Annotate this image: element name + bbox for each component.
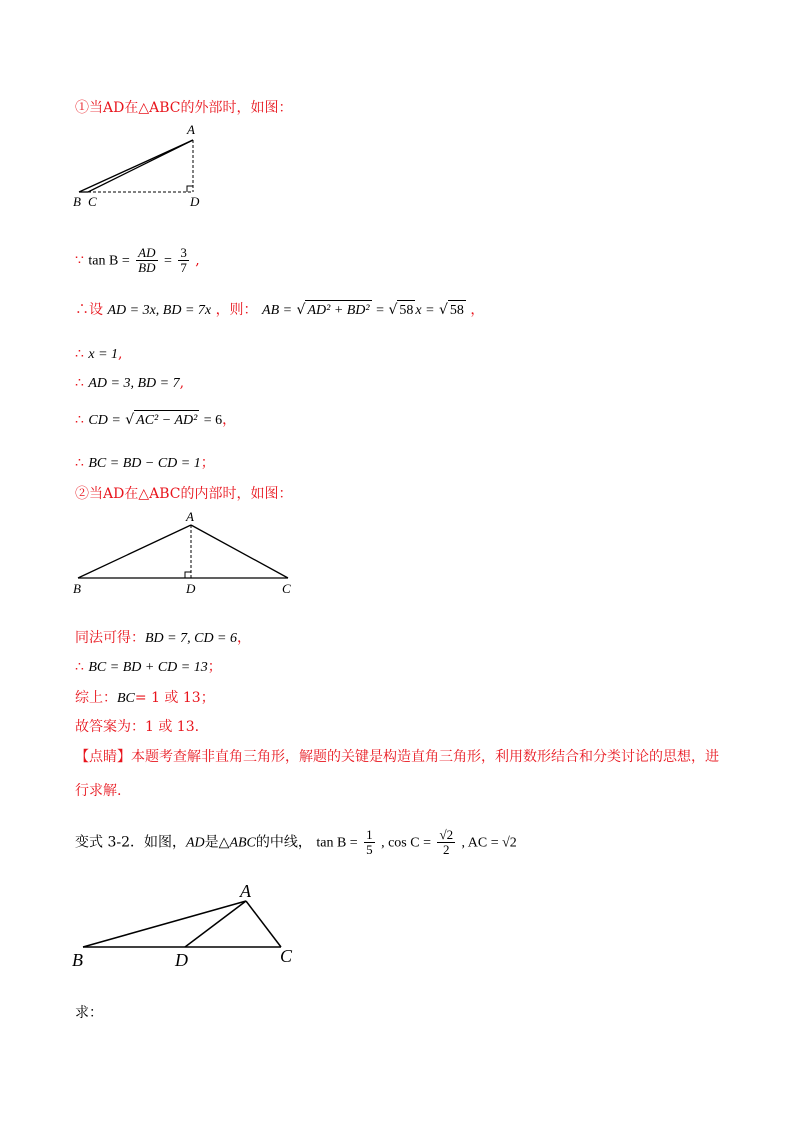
answer-line: 故答案为：1 或 13. <box>75 719 200 735</box>
label-A: A <box>186 509 194 524</box>
ask-line: 求： <box>75 1005 103 1021</box>
figure-case2 <box>70 508 310 600</box>
equation-cd: ∴ CD = √ AC² − AD² = 6， <box>75 410 236 431</box>
case1-heading: ①当AD在△ABC的外部时，如图： <box>75 100 293 116</box>
label-C: C <box>88 194 97 209</box>
variant-problem: 变式 3-2．如图，AD是△ABC的中线， tan B = $\frac{1}{5}$ , cos C = $\frac{√2}{2}$ , AC = √2 <box>75 827 517 857</box>
equation-bc-case1: ∴ BC = BD − CD = 1； <box>75 455 215 471</box>
label-B: B <box>73 194 81 209</box>
label-C: C <box>282 581 291 596</box>
label-D: D <box>190 194 200 209</box>
label-C: C <box>280 946 293 966</box>
label-D: D <box>175 950 188 970</box>
equation-tanB: ∵ tan B = $\frac{AD}{BD}$ = $\frac{3}{7}$ , <box>75 245 200 275</box>
comment-line-1: 【点睛】本题考查解非直角三角形，解题的关键是构造直角三角形，利用数形结合和分类讨论的思想，进 <box>75 749 719 765</box>
summary-line: 综上：BC= 1 或 13； <box>75 690 215 706</box>
label-B: B <box>72 950 83 970</box>
figure-case1 <box>70 120 220 215</box>
label-B: B <box>73 581 81 596</box>
equation-ad-bd: ∴ AD = 3, BD = 7, <box>75 375 185 391</box>
label-A: A <box>240 881 251 901</box>
equation-bc-case2: ∴ BC = BD + CD = 13； <box>75 659 222 675</box>
case2-heading: ②当AD在△ABC的内部时，如图： <box>75 486 293 502</box>
comment-line-2: 行求解. <box>75 783 122 799</box>
equation-same-method: 同法可得：BD = 7, CD = 6， <box>75 630 252 646</box>
figure-variant <box>68 878 308 973</box>
equation-set-variable: ∴设 AD = 3x, BD = 7x ，则： AB = √ AD² + BD² = √ 58 x = √ 58 ， <box>75 300 484 321</box>
label-A: A <box>187 122 195 137</box>
label-D: D <box>186 581 196 596</box>
equation-x: ∴ x = 1, <box>75 346 123 362</box>
